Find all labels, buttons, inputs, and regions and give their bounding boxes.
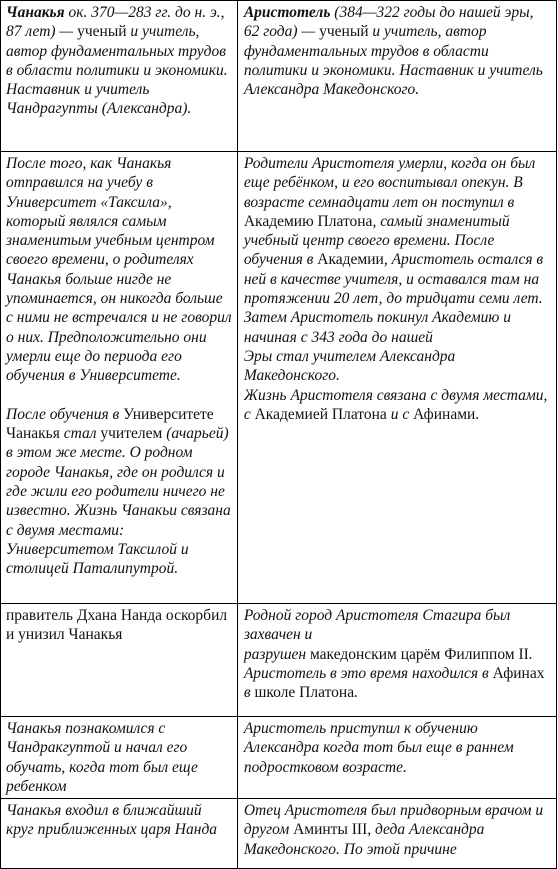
table-row xyxy=(1,604,557,717)
table-row xyxy=(1,799,557,869)
cell-chanakya-education xyxy=(1,152,238,604)
paragraph: После того, как Чанакья отправился на учебу в Университет «Таксила», который являлся самым знаменитым учебным центром своего времени, о родителях Чанакья больше нигде не упоминается, он никогда больше с ними не встречался и не говорил о них. Предположительно они умерли еще до периода его обучения в Университете. xyxy=(6,155,232,385)
table-row xyxy=(1,1,557,152)
cell-chanakya-court: Чанакья входил в ближайший круг приближенных царя Нанда xyxy=(1,799,238,869)
paragraph: Эры стал учителем Александра Македонского. xyxy=(243,347,456,385)
cell-aristotle-stagira: Родной город Аристотеля Стагира был захвачен и разрушен македонским царём Филиппом II. Аристотель в это время находился в Афинах в школе Платона. xyxy=(237,604,556,717)
paragraph: Родители Аристотеля умерли, когда он был еще ребёнком, и его воспитывал опекун. В возрасте семнадцати лет он поступил в Академию Платона, самый знаменитый учебный центр своего времени. После обучения в Академии, Аристотель остался в ней в качестве учителя, и оставался там на протяжении 20 лет, до тридцати семи лет. Затем Аристотель покинул Академию и начиная с 343 года до нашей xyxy=(243,155,544,346)
table-row xyxy=(1,152,557,604)
table-row xyxy=(1,717,557,799)
cell-chanakya-teaching: Чанакья познакомился с Чандракгуптой и начал его обучать, когда тот был еще ребенком xyxy=(1,717,238,799)
cell-aristotle-intro: Аристотель (384—322 годы до нашей эры, 62 года) — ученый и учитель, автор фундаментальных трудов в области политики и экономики. Наставник и учитель Александра Македонского. xyxy=(237,1,556,152)
cell-aristotle-teaching: Аристотель приступил к обучению Александра когда тот был еще в раннем подростковом возрасте. xyxy=(237,717,556,799)
cell-chanakya-insult: правитель Дхана Нанда оскорбил и унизил Чанакья xyxy=(1,604,238,717)
cell-aristotle-court: Отец Аристотеля был придворным врачом и другом Аминты III, деда Александра Македонского. По этой причине xyxy=(237,799,556,869)
paragraph: Жизнь Аристотеля связана с двумя местами, с Академией Платона и с Афинами. xyxy=(243,386,548,423)
cell-chanakya-intro: Чанакья ок. 370—283 гг. до н. э., 87 лет) — ученый и учитель, автор фундаментальных трудов в области политики и экономики. Наставник и учитель Чандрагупты (Александра). xyxy=(1,1,238,152)
paragraph: После обучения в Университете Чанакья стал учителем (ачарьей) в этом же месте. О родном городе Чанакья, где он родился и где жили его родители ничего не известно. Жизнь Чанакьи связана с двумя местами: Университетом Таксилой и столицей Паталипутрой. xyxy=(6,405,231,578)
cell-aristotle-education xyxy=(237,152,556,604)
